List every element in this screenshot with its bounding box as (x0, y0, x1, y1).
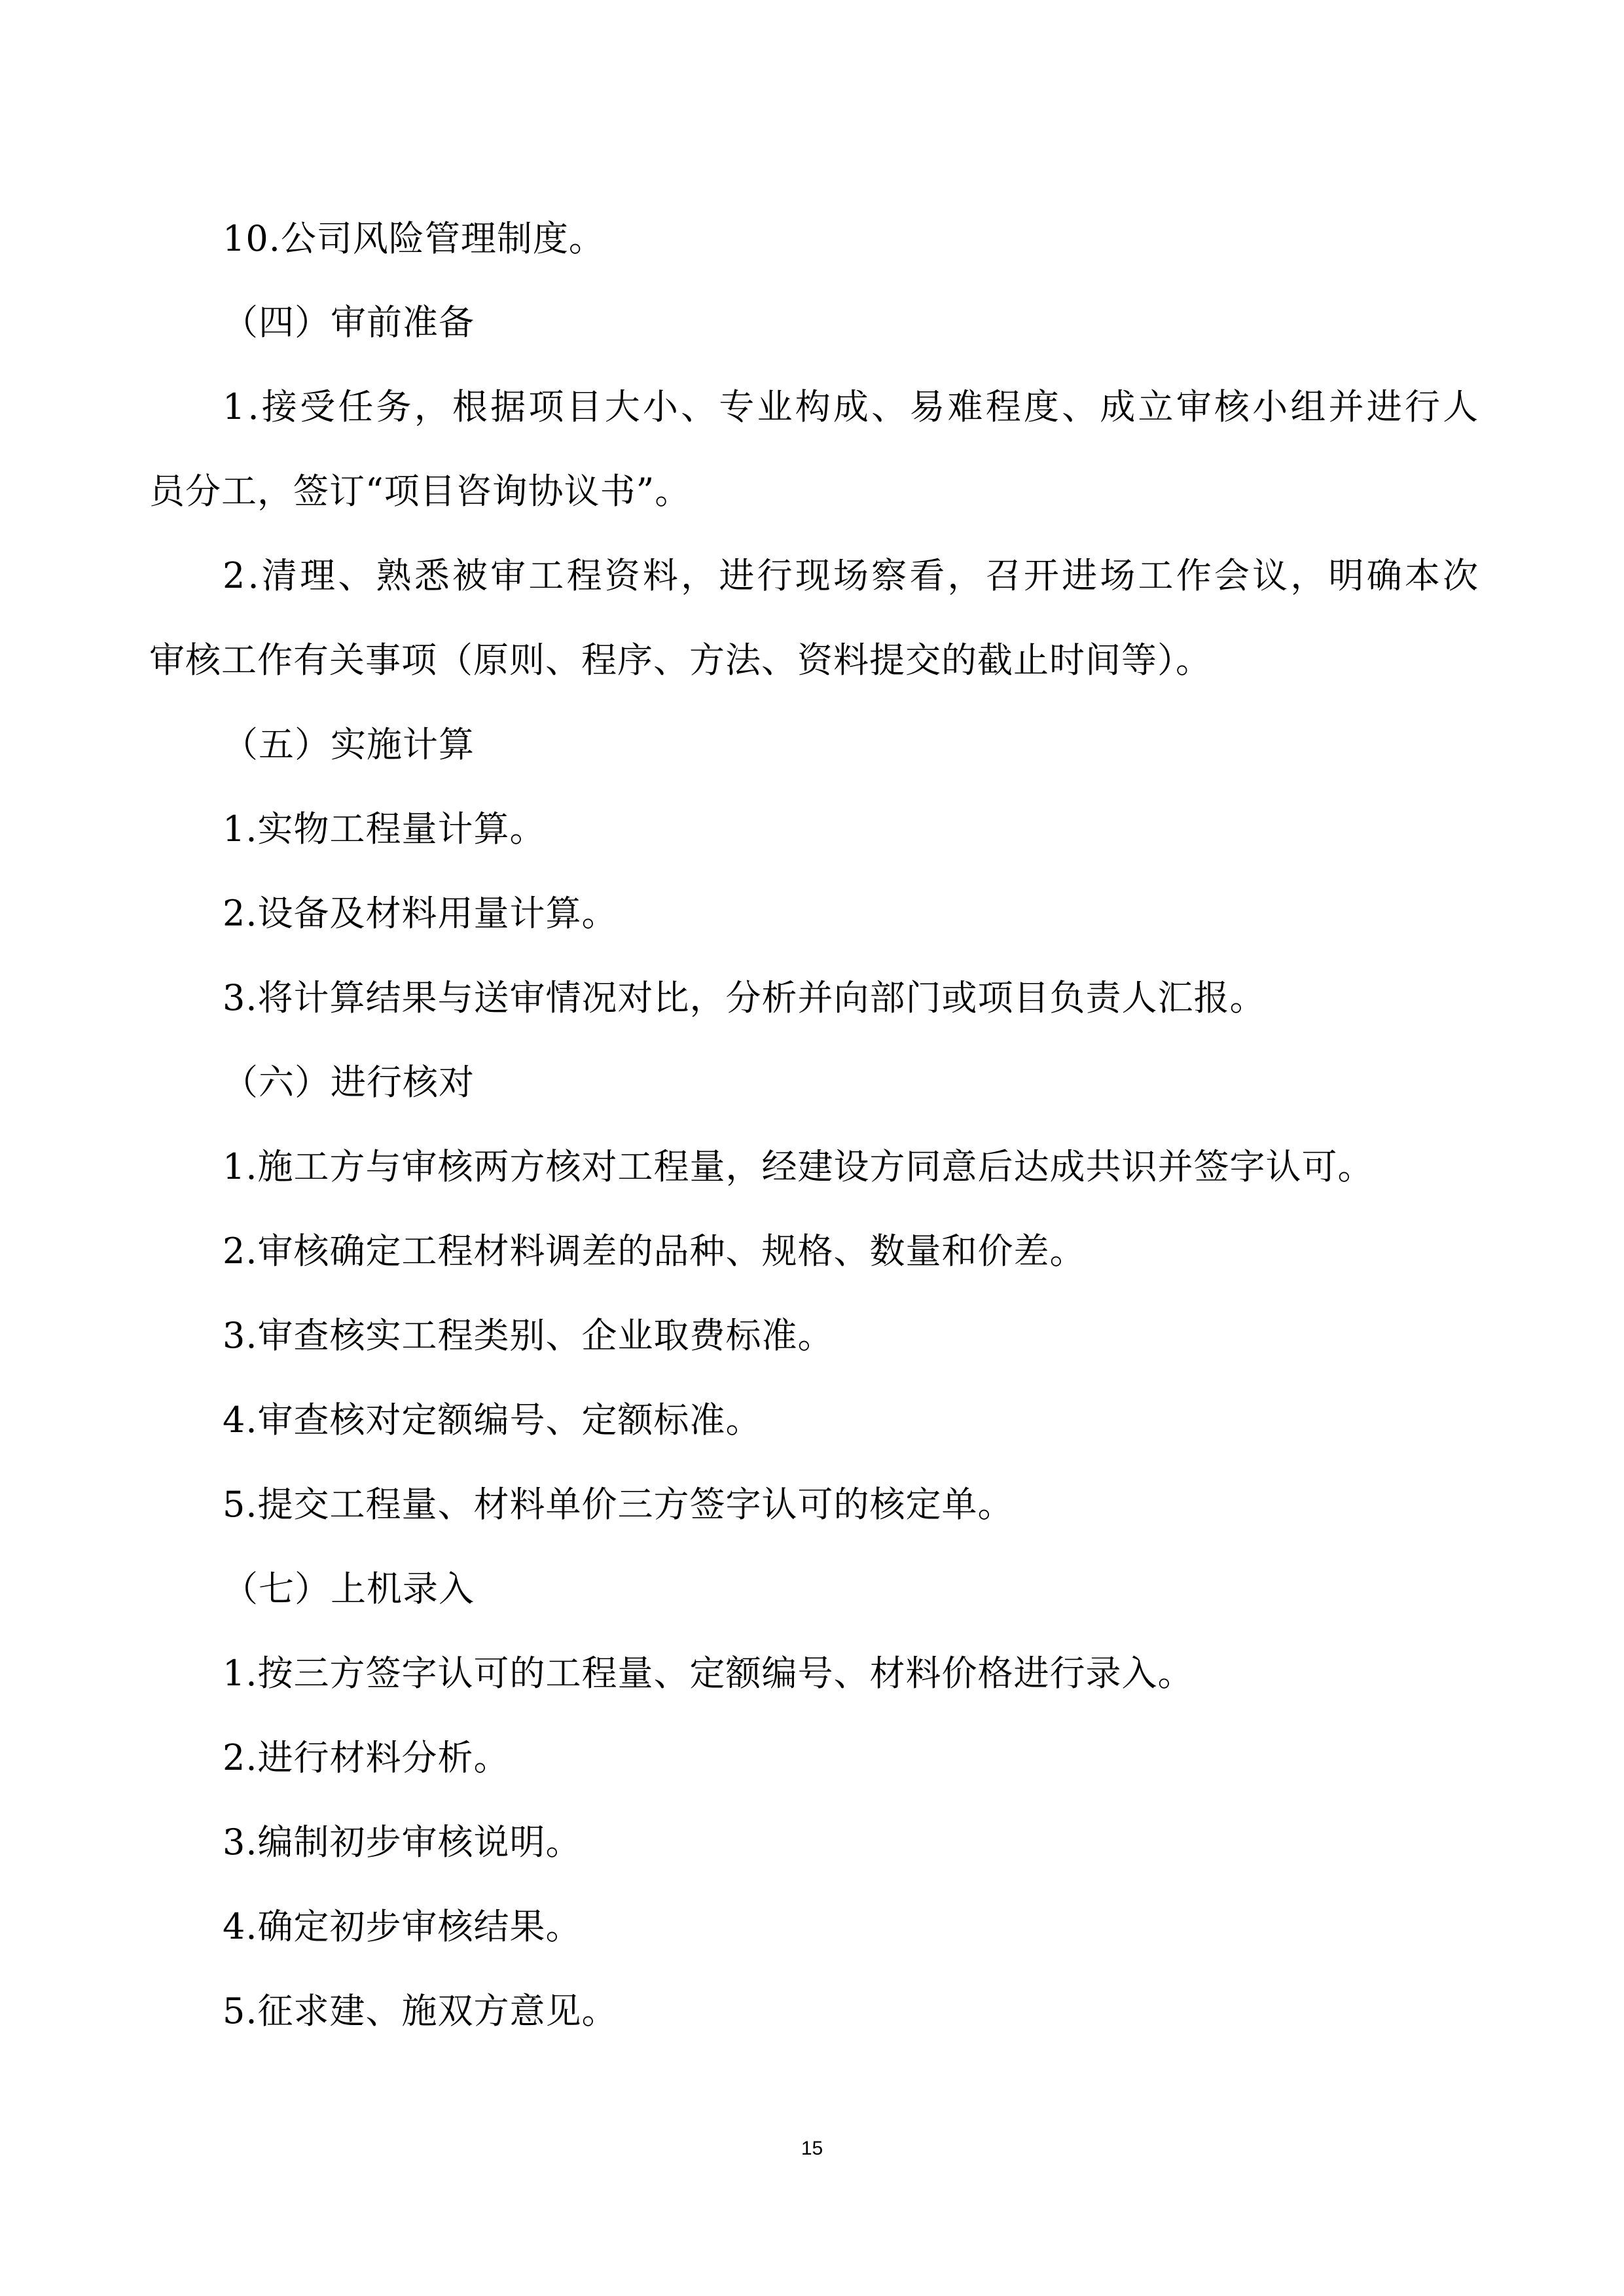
paragraph-line: 2.清理、熟悉被审工程资料，进行现场察看，召开进场工作会议，明确本次 (223, 555, 1481, 596)
paragraph-line: 3.审查核实工程类别、企业取费标准。 (223, 1315, 834, 1356)
section-heading: （五）实施计算 (223, 724, 475, 765)
paragraph-line: 4.确定初步审核结果。 (223, 1906, 582, 1947)
paragraph-line: 1.接受任务，根据项目大小、专业构成、易难程度、成立审核小组并进行人 (223, 386, 1481, 427)
paragraph-line: 5.征求建、施双方意见。 (223, 1990, 618, 2032)
paragraph-line: 5.提交工程量、材料单价三方签字认可的核定单。 (223, 1484, 1014, 1525)
paragraph-line: 1.按三方签字认可的工程量、定额编号、材料价格进行录入。 (223, 1653, 1194, 1694)
section-heading: （七）上机录入 (223, 1568, 475, 1609)
section-heading: （四）审前准备 (223, 302, 475, 343)
paragraph-line: 2.设备及材料用量计算。 (223, 893, 618, 934)
section-heading: （六）进行核对 (223, 1062, 475, 1103)
paragraph-line: 员分工，签订“项目咨询协议书”。 (149, 471, 691, 512)
paragraph-line: 2.进行材料分析。 (223, 1737, 510, 1778)
paragraph-line: 3.将计算结果与送审情况对比，分析并向部门或项目负责人汇报。 (223, 977, 1266, 1018)
paragraph-line: 2.审核确定工程材料调差的品种、规格、数量和价差。 (223, 1230, 1086, 1272)
paragraph-line: 4.审查核对定额编号、定额标准。 (223, 1399, 762, 1441)
paragraph-line: 1.施工方与审核两方核对工程量，经建设方同意后达成共识并签字认可。 (223, 1146, 1374, 1187)
paragraph-line: 3.编制初步审核说明。 (223, 1821, 582, 1863)
paragraph-line: 审核工作有关事项（原则、程序、方法、资料提交的截止时间等）。 (149, 639, 1212, 681)
paragraph-line: 10.公司风险管理制度。 (223, 218, 605, 259)
page-number: 15 (801, 2138, 823, 2159)
paragraph-line: 1.实物工程量计算。 (223, 808, 546, 850)
